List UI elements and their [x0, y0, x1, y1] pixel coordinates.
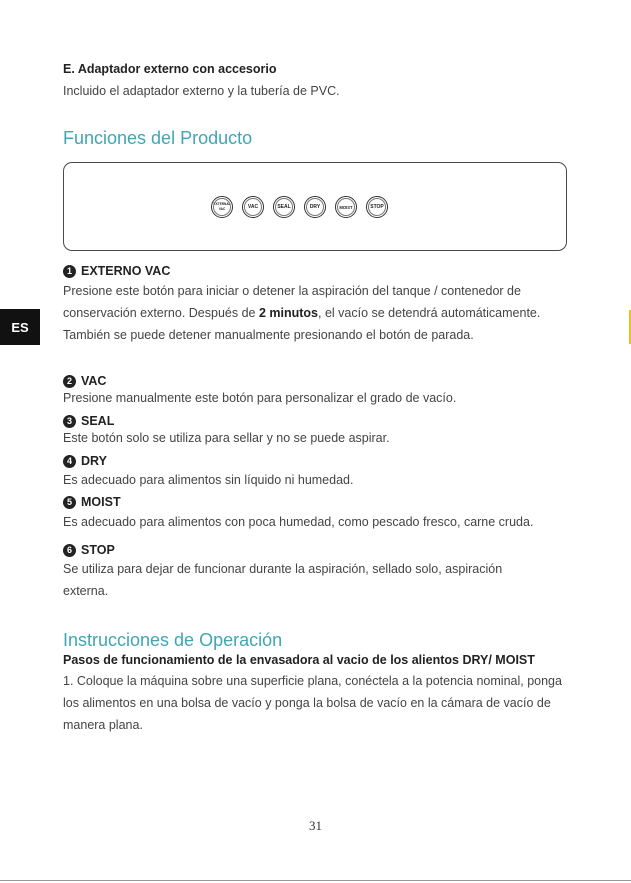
item-1-text: Presione este botón para iniciar o detener la aspiración del tanque / contenedor de conservación externo. Después de 2 minutos, el vacío se detendrá automáticamente. También se puede detener manualmente presionando el botón de parada. [63, 284, 541, 342]
item-6-heading [63, 543, 115, 557]
bottom-rule [0, 880, 631, 881]
seal-button-icon: SEAL [273, 196, 295, 218]
item-number-badge: 2 [63, 375, 76, 388]
language-tab: ES [0, 309, 40, 345]
item-title: SEAL [81, 414, 115, 428]
item-number-badge: 1 [63, 265, 76, 278]
item-3-heading [63, 414, 114, 428]
functions-heading: Funciones del Producto [63, 128, 253, 148]
section-e-text: Incluido el adaptador externo y la tubería de PVC. [63, 84, 340, 98]
instructions-heading: Instrucciones de Operación [63, 630, 283, 650]
item-1-heading [63, 264, 170, 278]
item-title: DRY [81, 454, 107, 468]
item-title: EXTERNO VAC [81, 264, 171, 278]
item-title: STOP [81, 543, 115, 557]
item-title: VAC [81, 374, 107, 388]
item-6-text: Se utiliza para dejar de funcionar durante la aspiración, sellado solo, aspiración externa. [63, 562, 503, 598]
item-2-heading [63, 374, 106, 388]
item-3-text: Este botón solo se utiliza para sellar y no se puede aspirar. [63, 431, 390, 445]
moist-button-icon: MOIST [335, 196, 357, 218]
dry-button-icon: DRY [304, 196, 326, 218]
item-number-badge: 3 [63, 415, 76, 428]
item-number-badge: 5 [63, 496, 76, 509]
item-2-text: Presione manualmente este botón para personalizar el grado de vacío. [63, 391, 457, 405]
vac-button-icon: VAC [242, 196, 264, 218]
section-e-title: E. Adaptador externo con accesorio [63, 62, 277, 76]
stop-button-icon: STOP [366, 196, 388, 218]
item-4-heading [63, 454, 107, 468]
item-5-text: Es adecuado para alimentos con poca humedad, como pescado fresco, carne cruda. [63, 515, 534, 529]
instructions-subheading: Pasos de funcionamiento de la envasadora al vacio de los alientos DRY/ MOIST [63, 653, 535, 667]
item-title: MOIST [81, 495, 121, 509]
item-4-text: Es adecuado para alimentos sin líquido ni humedad. [63, 473, 354, 487]
external-vac-button-icon: EXTERNAL VAC [211, 196, 233, 218]
item-number-badge: 4 [63, 455, 76, 468]
item-5-heading [63, 495, 121, 509]
instructions-step-1: 1. Coloque la máquina sobre una superficie plana, conéctela a la potencia nominal, ponga los alimentos en una bolsa de vacío y ponga la bolsa de vacío en la cámara de vacío de manera plana. [63, 674, 562, 732]
page-number: 31 [309, 818, 322, 833]
panel-button-row [211, 196, 388, 220]
item-number-badge: 6 [63, 544, 76, 557]
